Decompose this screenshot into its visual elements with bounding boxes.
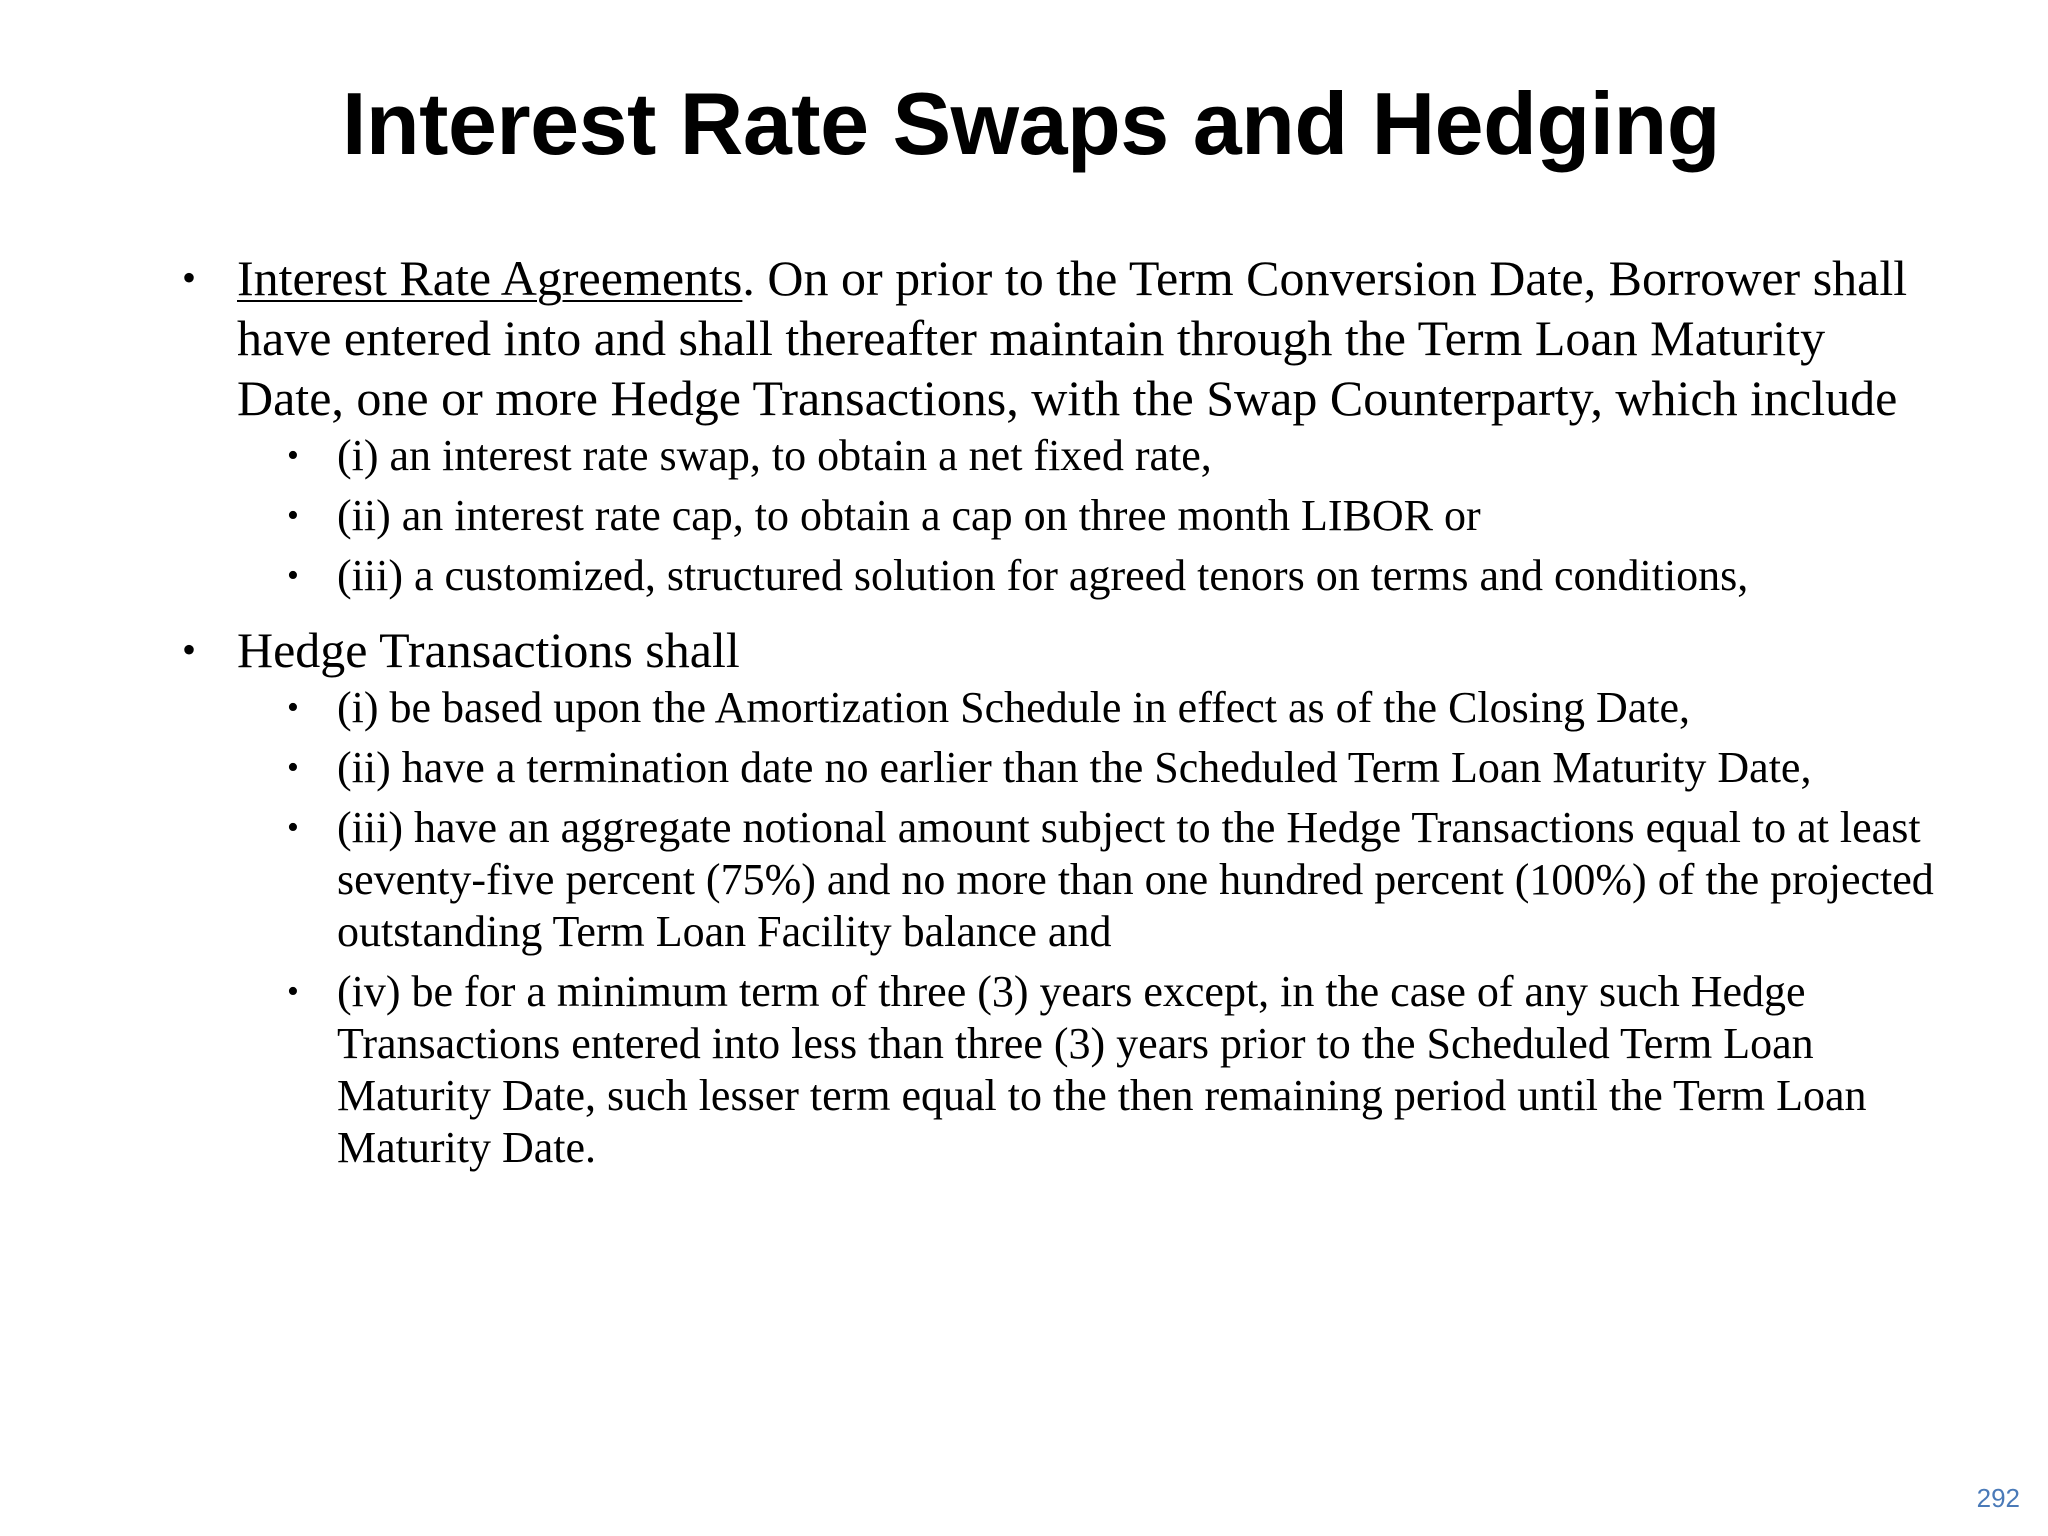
bullet-dot-icon: • bbox=[287, 557, 299, 594]
sub-bullet-text: (ii) have a termination date no earlier than the Scheduled Term Loan Maturity Date, bbox=[337, 743, 1812, 792]
hedge-transactions-text: Hedge Transactions shall bbox=[237, 622, 740, 678]
sub-bullet bbox=[237, 550, 1938, 602]
bullet-dot-icon: • bbox=[287, 809, 299, 846]
bullet-dot-icon: • bbox=[287, 437, 299, 474]
page-number: 292 bbox=[1976, 1483, 2020, 1513]
slide-body bbox=[178, 248, 1938, 1174]
bullet-interest-rate-agreements bbox=[178, 248, 1938, 602]
bullet-dot-icon: • bbox=[287, 749, 299, 786]
bullet-dot-icon: • bbox=[182, 255, 197, 300]
sub-bullet bbox=[237, 742, 1938, 794]
bullet-dot-icon: • bbox=[182, 627, 197, 672]
bullet-dot-icon: • bbox=[287, 689, 299, 726]
sub-bullet-text: (i) be based upon the Amortization Schedule in effect as of the Closing Date, bbox=[337, 683, 1691, 732]
sub-bullet bbox=[237, 682, 1938, 734]
bullet-hedge-transactions bbox=[178, 620, 1938, 1174]
sub-bullet-text: (ii) an interest rate cap, to obtain a cap on three month LIBOR or bbox=[337, 491, 1481, 540]
interest-rate-agreements-text: . On or prior to the Term Conversion Date, Borrower shall have entered into and shall thereafter maintain through the Term Loan Maturity Date, one or more Hedge Transactions, with the Swap Counterparty, which include bbox=[237, 250, 1908, 426]
sub-bullet-text: (iv) be for a minimum term of three (3) years except, in the case of any such Hedge Transactions entered into less than three (3) years prior to the Scheduled Term Loan Maturity Date, such lesser term equal to the then remaining period until the Term Loan Maturity Date. bbox=[337, 967, 1867, 1172]
bullet-dot-icon: • bbox=[287, 973, 299, 1010]
sub-bullet-text: (iii) a customized, structured solution for agreed tenors on terms and conditions, bbox=[337, 551, 1749, 600]
sub-bullet-text: (i) an interest rate swap, to obtain a net fixed rate, bbox=[337, 431, 1212, 480]
sub-bullet bbox=[237, 430, 1938, 482]
sub-bullet bbox=[237, 802, 1938, 958]
interest-rate-agreements-sublist bbox=[237, 430, 1938, 602]
hedge-transactions-sublist bbox=[237, 682, 1938, 1174]
bullet-dot-icon: • bbox=[287, 497, 299, 534]
interest-rate-agreements-heading: Interest Rate Agreements bbox=[237, 250, 743, 306]
sub-bullet bbox=[237, 966, 1938, 1174]
sub-bullet bbox=[237, 490, 1938, 542]
slide-title: Interest Rate Swaps and Hedging bbox=[341, 74, 1721, 173]
sub-bullet-text: (iii) have an aggregate notional amount subject to the Hedge Transactions equal to at least seventy-five percent (75%) and no more than one hundred percent (100%) of the projected outstanding Term Loan Facility balance and bbox=[337, 803, 1934, 956]
